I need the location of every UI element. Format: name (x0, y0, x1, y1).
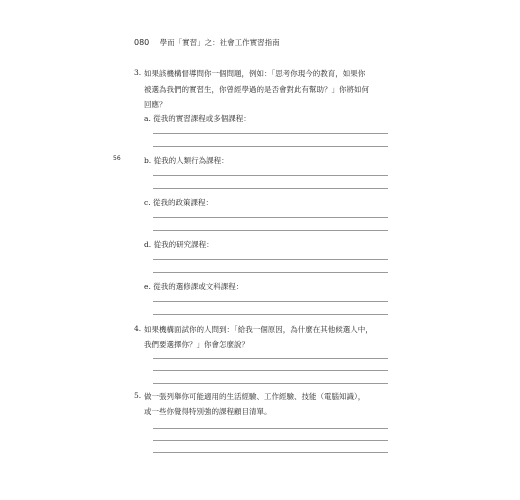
question-3-item-b: b. 從我的人類行為課程： (144, 156, 229, 165)
question-5-number: 5. (134, 391, 142, 400)
question-3-line-2: 被選為我們的實習生，你曾經學過的是否會對此有幫助？」你將如何 (144, 85, 369, 94)
answer-line[interactable] (153, 314, 388, 315)
answer-line[interactable] (153, 301, 388, 302)
answer-line[interactable] (153, 272, 388, 273)
answer-line[interactable] (153, 188, 388, 189)
answer-line[interactable] (153, 259, 388, 260)
question-3-item-d: d. 從我的研究課程： (144, 240, 214, 249)
question-4-number: 4. (134, 324, 142, 333)
question-3-item-e: e. 從我的選修課或文科課程： (144, 282, 244, 291)
answer-line[interactable] (153, 358, 388, 359)
answer-line[interactable] (153, 452, 388, 453)
answer-line[interactable] (153, 428, 388, 429)
margin-number: 56 (113, 155, 121, 162)
answer-line[interactable] (153, 217, 388, 218)
question-4-line-1: 如果機構面試你的人問到：「給我一個原因，為什麼在其他候選人中， (144, 325, 373, 334)
question-3-line-1: 如果該機構督導問你一個問題，例如：「思考你現今的教育，如果你 (144, 69, 366, 78)
running-header (134, 37, 280, 48)
answer-line[interactable] (153, 133, 388, 134)
question-3-number: 3. (134, 68, 142, 77)
book-title: 學而「實習」之：社會工作實習指南 (159, 38, 280, 47)
answer-line[interactable] (153, 230, 388, 231)
question-5-line-2: 或一些你覺得特別強的課程顧目清單。 (144, 407, 272, 416)
answer-line[interactable] (153, 440, 388, 441)
answer-line[interactable] (153, 370, 388, 371)
question-3-item-c: c. 從我的政策課程： (144, 198, 213, 207)
question-5-line-1: 做一張列舉你可能適用的生活經驗、工作經驗、技能（電腦知識）， (144, 392, 366, 401)
page-number: 080 (134, 38, 150, 47)
answer-line[interactable] (153, 146, 388, 147)
question-3-item-a: a. 從我的實習課程或多個課程： (144, 114, 251, 123)
answer-line[interactable] (153, 383, 388, 384)
question-3-line-3: 回應？ (144, 100, 167, 109)
question-4-line-2: 我們要選擇你？」你會怎麼說？ (144, 340, 249, 349)
answer-line[interactable] (153, 175, 388, 176)
